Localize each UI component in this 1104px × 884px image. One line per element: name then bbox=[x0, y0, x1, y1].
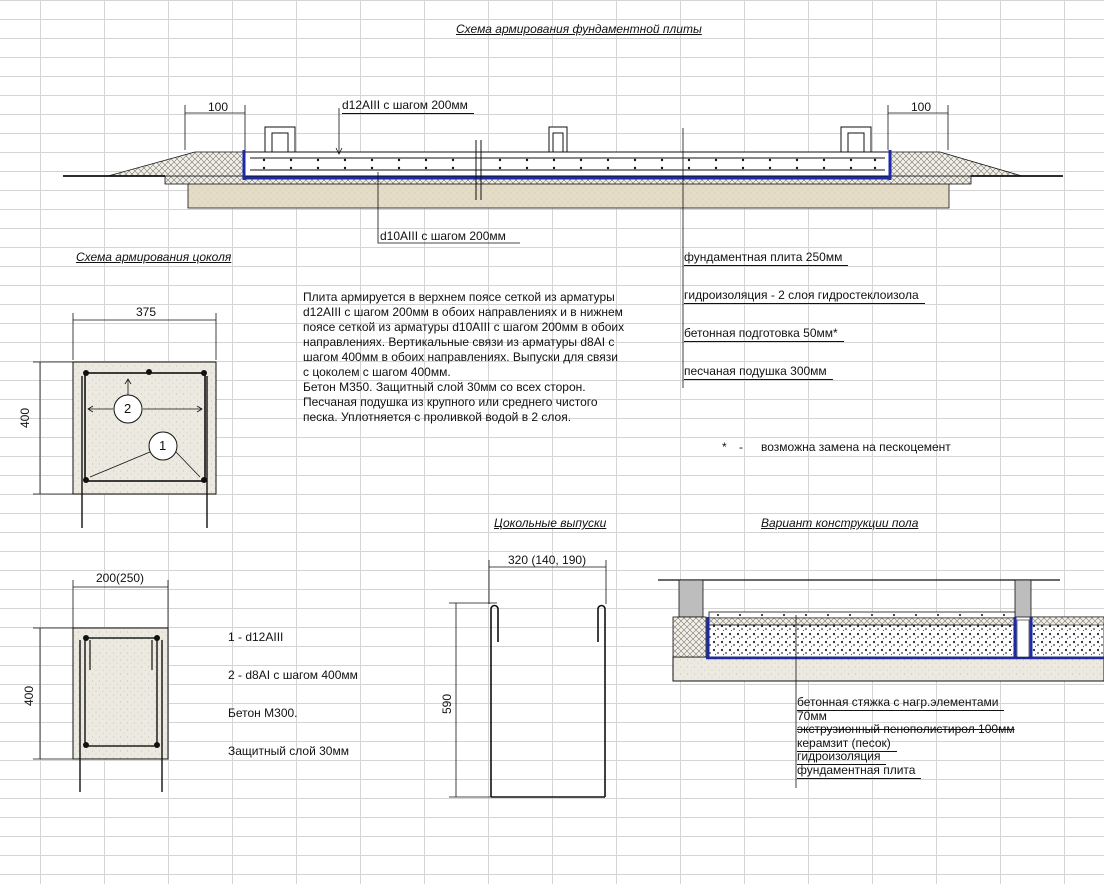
callout-2-label: 2 bbox=[124, 401, 132, 416]
legend-item: 2 - d8AI с шагом 400мм bbox=[228, 668, 358, 682]
top-rebar-label: d12AIII с шагом 200мм bbox=[342, 98, 474, 114]
legend-item: Защитный слой 30мм bbox=[228, 744, 349, 758]
right-backfill bbox=[890, 152, 1022, 176]
description-line: поясе сеткой из арматуры d10AIII с шагом 200мм в обоих bbox=[303, 320, 625, 334]
plinth-title: Схема армирования цоколя bbox=[76, 250, 232, 264]
floor-label-eps: экструзионный пенополистирол 100мм bbox=[797, 722, 1015, 736]
floor-label-waterproofing: гидроизоляция bbox=[797, 749, 886, 765]
floor-label-clay: керамзит (песок) bbox=[797, 736, 897, 752]
description-line: с цоколем с шагом 400мм. bbox=[303, 365, 451, 379]
floor-label-screed: бетонная стяжка с нагр.элементами bbox=[797, 695, 1004, 711]
legend-item: Бетон М300. bbox=[228, 706, 298, 720]
callout-1-label: 1 bbox=[159, 438, 167, 453]
description-line: Плита армируется в верхнем поясе сеткой из арматуры bbox=[303, 290, 615, 304]
outlet-right bbox=[841, 127, 871, 152]
outlet-middle bbox=[549, 127, 567, 152]
left-backfill bbox=[108, 152, 243, 176]
layer-label-waterproofing: гидроизоляция - 2 слоя гидростеклоизола bbox=[684, 288, 925, 304]
legend-item: 1 - d12AIII bbox=[228, 630, 284, 644]
description-paragraph bbox=[303, 290, 673, 425]
floor-foundation-slab bbox=[673, 657, 1104, 681]
slab-left-dim: 100 bbox=[208, 100, 229, 114]
eps-layer bbox=[709, 618, 1015, 625]
description-line: Бетон М350. Защитный слой 30мм со всех сторон. bbox=[303, 380, 586, 394]
expanded-clay-layer bbox=[709, 625, 1015, 657]
slab-right-dim: 100 bbox=[911, 100, 932, 114]
description-line: направлениях. Вертикальные связи из арматуры d8AI с bbox=[303, 335, 615, 349]
description-line: d12AIII с шагом 200мм в обоих направлениях и в нижнем bbox=[303, 305, 623, 319]
outlet-width: 320 (140, 190) bbox=[508, 553, 587, 567]
footnote-mark: * bbox=[722, 440, 727, 454]
slab-title: Схема армирования фундаментной плиты bbox=[456, 22, 702, 36]
plinth-1-width: 375 bbox=[136, 305, 157, 319]
outlet-height: 590 bbox=[440, 693, 454, 714]
plinth-1-concrete bbox=[73, 362, 216, 494]
description-line: песка. Уплотняется с проливкой водой в 2 слоя. bbox=[303, 410, 572, 424]
plinth-1-height: 400 bbox=[18, 407, 32, 428]
plinth-2-height: 400 bbox=[22, 685, 36, 706]
floor-label-slab: фундаментная плита bbox=[797, 763, 921, 779]
floor-label-screed-thickness: 70мм bbox=[797, 709, 827, 723]
outlet-u-bar bbox=[449, 560, 606, 797]
layer-label-concrete-prep: бетонная подготовка 50мм* bbox=[684, 326, 844, 342]
plinth-section-1 bbox=[33, 313, 216, 528]
screed-layer bbox=[709, 612, 1015, 618]
sand-cushion bbox=[188, 182, 949, 208]
plinth-section-2 bbox=[33, 580, 168, 792]
plinth-2-concrete bbox=[73, 628, 168, 759]
layer-label-slab: фундаментная плита 250мм bbox=[684, 250, 848, 266]
outlet-left bbox=[265, 127, 295, 152]
floor-title: Вариант конструкции пола bbox=[761, 516, 919, 530]
footnote-text: возможна замена на пескоцемент bbox=[761, 440, 951, 454]
description-line: шагом 400мм в обоих направлениях. Выпуски для связи bbox=[303, 350, 618, 364]
bottom-rebar-label: d10AIII с шагом 200мм bbox=[380, 229, 506, 243]
layer-label-sand: песчаная подушка 300мм bbox=[684, 364, 833, 380]
description-line: Песчаная подушка из крупного или среднего чистого bbox=[303, 395, 598, 409]
footnote-dash: - bbox=[739, 440, 743, 454]
plinth-2-width: 200(250) bbox=[96, 571, 145, 585]
outlets-title: Цокольные выпуски bbox=[494, 516, 607, 530]
foundation-slab bbox=[245, 152, 890, 176]
